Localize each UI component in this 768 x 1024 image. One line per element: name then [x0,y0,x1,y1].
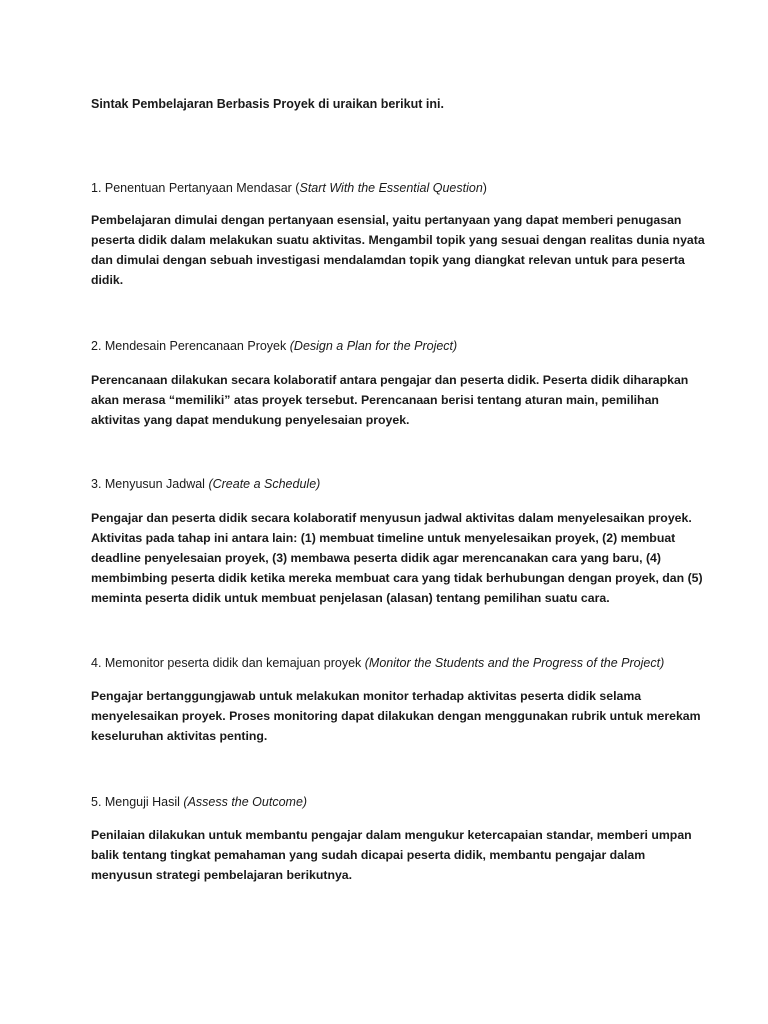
section-4-heading-en: (Monitor the Students and the Progress of the Project) [364,656,665,670]
section-2-heading-id: 2. Mendesain Perencanaan Proyek [91,339,290,353]
paragraph-line: menyusun strategi pembelajaran berikutnya. [91,868,353,882]
paragraph-line: peserta didik dalam melakukan suatu aktivitas. Mengambil topik yang sesuai dengan realitas dunia nyata [91,233,705,247]
paragraph-line: meminta peserta didik untuk membuat penjelasan (alasan) tentang pemilihan suatu cara. [91,591,610,605]
paragraph-line: Pembelajaran dimulai dengan pertanyaan esensial, yaitu pertanyaan yang dapat memberi penugasan [91,213,682,227]
paragraph-line: membimbing peserta didik ketika mereka membuat cara yang tidak berhubungan dengan proyek, dan (5) [91,571,703,585]
section-3-heading-en: (Create a Schedule) [208,477,321,491]
section-4-paragraph [91,686,701,746]
section-1-heading-en: Start With the Essential Question [299,181,483,195]
paragraph-line: Aktivitas pada tahap ini antara lain: (1) membuat timeline untuk menyelesaikan proyek, (2) membuat [91,531,676,545]
paragraph-line: Pengajar dan peserta didik secara kolaboratif menyusun jadwal aktivitas dalam menyelesaikan proyek. [91,511,692,525]
section-5-heading [91,792,307,812]
paragraph-line: menyelesaikan proyek. Proses monitoring dapat dilakukan dengan menggunakan rubrik untuk merekam [91,709,701,723]
section-2-paragraph [91,370,689,430]
paragraph-line: akan merasa “memiliki” atas proyek tersebut. Perencanaan berisi tentang aturan main, pemilihan [91,393,659,407]
section-3-heading [91,474,320,494]
paragraph-line: balik tentang tingkat pemahaman yang sudah dicapai peserta didik, membantu pengajar dalam [91,848,646,862]
paragraph-line: Pengajar bertanggungjawab untuk melakukan monitor terhadap aktivitas peserta didik selama [91,689,642,703]
section-4-heading-id: 4. Memonitor peserta didik dan kemajuan proyek [91,656,365,670]
section-4-heading [91,653,664,673]
section-3-paragraph [91,508,703,608]
section-1-heading-id: 1. Penentuan Pertanyaan Mendasar ( [91,181,300,195]
section-1-heading [91,178,487,198]
section-3-heading-id: 3. Menyusun Jadwal [91,477,209,491]
section-5-heading-en: (Assess the Outcome) [183,795,308,809]
paragraph-line: Perencanaan dilakukan secara kolaboratif antara pengajar dan peserta didik. Peserta didik diharapkan [91,373,689,387]
paragraph-line: didik. [91,273,124,287]
paragraph-line: dan dimulai dengan sebuah investigasi mendalamdan topik yang diangkat relevan untuk para peserta [91,253,685,267]
document-page [91,0,705,1024]
paragraph-line: keseluruhan aktivitas penting. [91,729,268,743]
section-2-heading [91,336,457,356]
section-1-heading-close: ) [482,181,487,195]
intro-text: Sintak Pembelajaran Berbasis Proyek di uraikan berikut ini. [91,97,444,111]
section-5-heading-id: 5. Menguji Hasil [91,795,184,809]
section-2-heading-en: (Design a Plan for the Project) [289,339,458,353]
section-5-paragraph [91,825,692,885]
section-1-paragraph [91,210,705,290]
paragraph-line: aktivitas yang dapat mendukung penyelesaian proyek. [91,413,410,427]
paragraph-line: Penilaian dilakukan untuk membantu pengajar dalam mengukur ketercapaian standar, memberi umpan [91,828,692,842]
paragraph-line: deadline penyelesaian proyek, (3) membawa peserta didik agar merencanakan cara yang baru, (4) [91,551,661,565]
